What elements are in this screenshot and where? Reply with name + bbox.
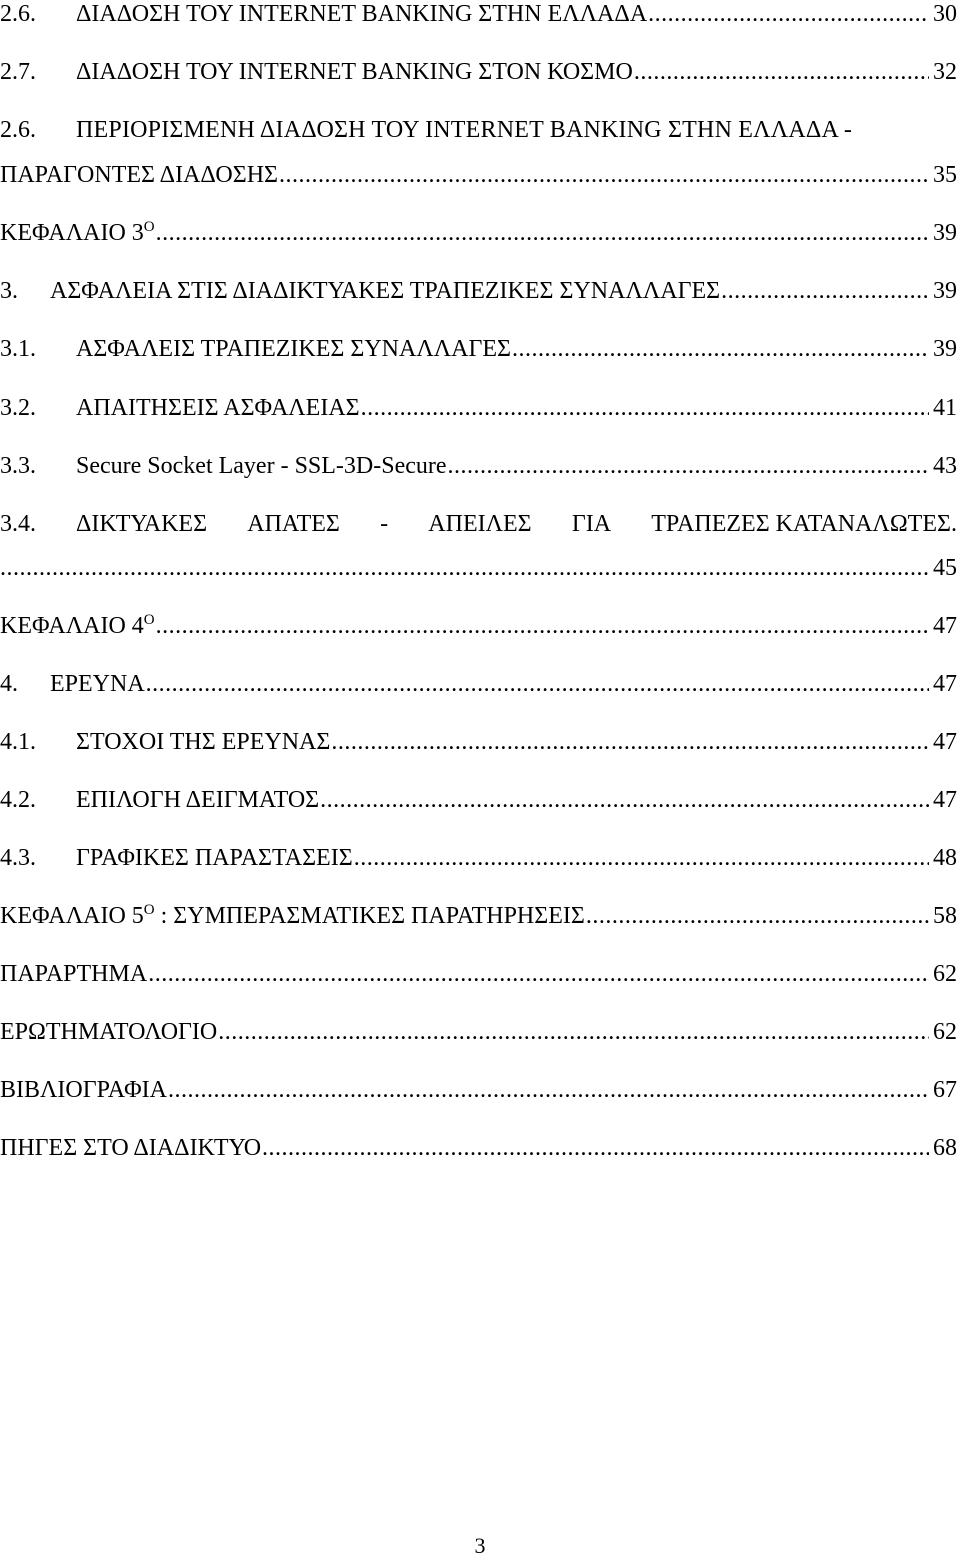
dot-leader bbox=[262, 1131, 929, 1165]
title-word: ΑΠΑΤΕΣ bbox=[247, 511, 340, 537]
dot-leader bbox=[586, 899, 929, 933]
toc-entry[interactable] bbox=[0, 507, 957, 541]
dot-leader bbox=[146, 667, 929, 701]
title-word: ΔΙΚΤΥΑΚΕΣ bbox=[76, 511, 208, 537]
toc-entry[interactable] bbox=[0, 449, 957, 483]
toc-entry[interactable] bbox=[0, 725, 957, 759]
dot-leader bbox=[156, 216, 929, 250]
toc-entry-continuation[interactable] bbox=[0, 551, 957, 585]
dot-leader bbox=[156, 609, 929, 643]
toc-entry-title-justified bbox=[76, 507, 957, 541]
toc-entry-number: 4.2. bbox=[0, 787, 36, 813]
toc-chapter[interactable] bbox=[0, 899, 957, 933]
toc-entry-number: 4. bbox=[0, 671, 18, 697]
page-number: 3 bbox=[474, 1533, 486, 1558]
toc-entry-number: 3.1. bbox=[0, 336, 36, 362]
toc-entry-number: 2.6. bbox=[0, 1, 36, 27]
toc-entry-page: 47 bbox=[933, 671, 957, 697]
ordinal-superscript: Ο bbox=[143, 612, 155, 628]
toc-entry-number: 4.1. bbox=[0, 729, 36, 755]
toc-entry-title: ΒΙΒΛΙΟΓΡΑΦΙΑ bbox=[0, 1077, 167, 1103]
toc-entry[interactable] bbox=[0, 841, 957, 875]
toc-entry[interactable] bbox=[0, 55, 957, 89]
toc-entry-title: ΔΙΑΔΟΣΗ ΤΟΥ INTERNET BANKING ΣΤΟΝ ΚΟΣΜΟ bbox=[76, 59, 633, 85]
toc-entry-title: ΕΠΙΛΟΓΗ ΔΕΙΓΜΑΤΟΣ bbox=[76, 787, 320, 813]
title-word: - bbox=[380, 511, 389, 537]
toc-chapter[interactable] bbox=[0, 609, 957, 643]
dot-leader bbox=[148, 957, 929, 991]
dot-leader bbox=[0, 551, 929, 585]
toc-entry[interactable] bbox=[0, 332, 957, 366]
toc-entry-title-line2: ΠΑΡΑΓΟΝΤΕΣ ΔΙΑΔΟΣΗΣ bbox=[0, 162, 279, 188]
toc-entry-title: ΑΣΦΑΛΕΙΑ ΣΤΙΣ ΔΙΑΔΙΚΤΥΑΚΕΣ ΤΡΑΠΕΖΙΚΕΣ ΣΥΝΑΛΛΑΓΕΣ bbox=[50, 278, 721, 304]
toc-entry-page: 62 bbox=[933, 1019, 957, 1045]
toc-entry-number: 2.7. bbox=[0, 59, 36, 85]
toc-entry-page: 68 bbox=[933, 1135, 957, 1161]
toc-entry-title: ΑΣΦΑΛΕΙΣ ΤΡΑΠΕΖΙΚΕΣ ΣΥΝΑΛΛΑΓΕΣ bbox=[76, 336, 511, 362]
toc-entry[interactable] bbox=[0, 391, 957, 425]
toc-entry[interactable] bbox=[0, 667, 957, 701]
toc-entry-continuation[interactable] bbox=[0, 158, 957, 192]
toc-entry-number: 3.4. bbox=[0, 511, 36, 537]
toc-entry-page: 39 bbox=[933, 220, 957, 246]
ordinal-superscript: Ο bbox=[143, 219, 155, 235]
toc-entry-page: 47 bbox=[933, 787, 957, 813]
toc-entry-number: 3.3. bbox=[0, 453, 36, 479]
dot-leader bbox=[354, 841, 929, 875]
dot-leader bbox=[448, 449, 929, 483]
title-word: ΓΙΑ bbox=[571, 511, 612, 537]
toc-entry-page: 47 bbox=[933, 613, 957, 639]
toc-entry-page: 39 bbox=[933, 336, 957, 362]
dot-leader bbox=[331, 725, 929, 759]
toc-chapter-title: ΚΕΦΑΛΑΙΟ $5^O$ : ΣΥΜΠΕΡΑΣΜΑΤΙΚΕΣ ΠΑΡΑΤΗΡΗΣΕΙΣ bbox=[0, 902, 585, 929]
toc-entry-title: ΠΑΡΑΡΤΗΜΑ bbox=[0, 961, 148, 987]
toc-entry-page: 67 bbox=[933, 1077, 957, 1103]
toc-chapter-title: ΚΕΦΑΛΑΙΟ $4^O$ bbox=[0, 612, 155, 639]
toc-entry[interactable] bbox=[0, 113, 957, 147]
toc-entry-number: 3. bbox=[0, 278, 18, 304]
ordinal-superscript: Ο bbox=[143, 902, 155, 918]
toc-entry-title: ΓΡΑΦΙΚΕΣ ΠΑΡΑΣΤΑΣΕΙΣ bbox=[76, 845, 353, 871]
toc-entry-page: 30 bbox=[933, 1, 957, 27]
toc-entry-title: ΔΙΑΔΟΣΗ ΤΟΥ INTERNET BANKING ΣΤΗΝ ΕΛΛΑΔΑ bbox=[76, 1, 648, 27]
toc-entry[interactable] bbox=[0, 1015, 957, 1049]
toc-entry[interactable] bbox=[0, 957, 957, 991]
toc-entry-title: ΕΡΕΥΝΑ bbox=[50, 671, 145, 697]
toc-entry-number: 2.6. bbox=[0, 117, 36, 143]
title-word: ΑΠΕΙΛΕΣ bbox=[428, 511, 532, 537]
toc-entry-page: 62 bbox=[933, 961, 957, 987]
toc-entry-title: ΣΤΟΧΟΙ ΤΗΣ ΕΡΕΥΝΑΣ bbox=[76, 729, 331, 755]
dot-leader bbox=[361, 391, 929, 425]
toc-entry-number: 3.2. bbox=[0, 395, 36, 421]
toc-entry-page: 35 bbox=[933, 162, 957, 188]
toc-entry-page: 43 bbox=[933, 453, 957, 479]
toc-entry-page: 58 bbox=[933, 903, 957, 929]
toc-entry-title: Secure Socket Layer - SSL-3D-Secure bbox=[76, 453, 447, 479]
toc-entry[interactable] bbox=[0, 1131, 957, 1165]
dot-leader bbox=[721, 274, 929, 308]
toc-entry-page: 39 bbox=[933, 278, 957, 304]
dot-leader bbox=[634, 55, 929, 89]
dot-leader bbox=[320, 783, 929, 817]
toc-entry-page: 48 bbox=[933, 845, 957, 871]
toc-entry[interactable] bbox=[0, 783, 957, 817]
dot-leader bbox=[512, 332, 929, 366]
dot-leader bbox=[279, 158, 929, 192]
toc-entry[interactable] bbox=[0, 0, 957, 31]
toc-entry-page: 32 bbox=[933, 59, 957, 85]
toc-entry-page: 45 bbox=[933, 555, 957, 581]
toc-entry-title: ΑΠΑΙΤΗΣΕΙΣ ΑΣΦΑΛΕΙΑΣ bbox=[76, 395, 360, 421]
toc-chapter-title: ΚΕΦΑΛΑΙΟ $3^O$ bbox=[0, 219, 155, 246]
title-word: ΤΡΑΠΕΖΕΣ ΚΑΤΑΝΑΛΩΤΕΣ. bbox=[651, 511, 957, 537]
dot-leader bbox=[168, 1073, 929, 1107]
toc-entry-page: 47 bbox=[933, 729, 957, 755]
toc-entry[interactable] bbox=[0, 274, 957, 308]
toc-entry-title: ΕΡΩΤΗΜΑΤΟΛΟΓΙΟ bbox=[0, 1019, 218, 1045]
toc-entry-number: 4.3. bbox=[0, 845, 36, 871]
toc-entry-title-line1: ΠΕΡΙΟΡΙΣΜΕΝΗ ΔΙΑΔΟΣΗ ΤΟΥ INTERNET BANKING ΣΤΗΝ ΕΛΛΑΔΑ - bbox=[76, 117, 853, 143]
dot-leader bbox=[218, 1015, 929, 1049]
toc-entry-page: 41 bbox=[933, 395, 957, 421]
toc-chapter[interactable] bbox=[0, 216, 957, 250]
dot-leader bbox=[648, 0, 929, 31]
toc-entry[interactable] bbox=[0, 1073, 957, 1107]
toc-entry-title: ΠΗΓΕΣ ΣΤΟ ΔΙΑΔΙΚΤΥΟ bbox=[0, 1135, 262, 1161]
